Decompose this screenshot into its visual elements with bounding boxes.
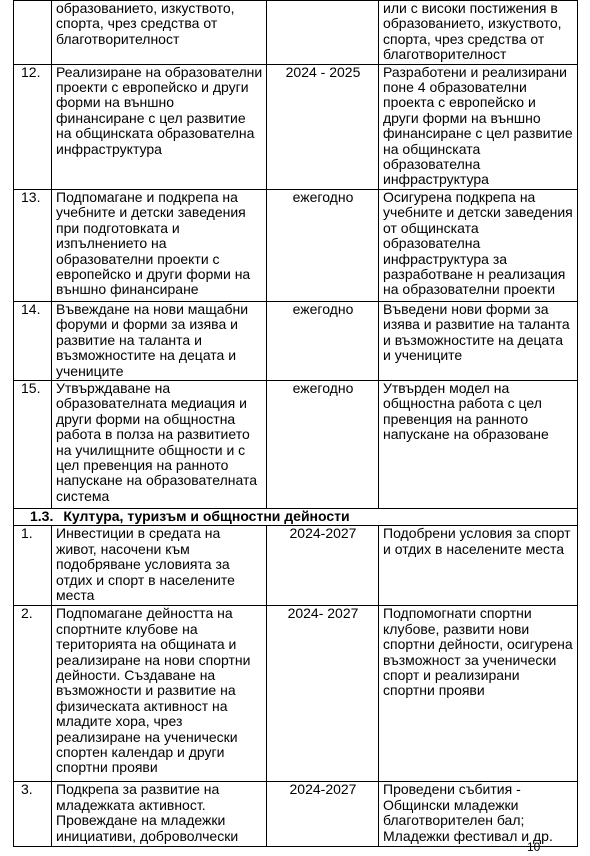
table-row xyxy=(14,189,578,301)
activity-cell: Подпомагане дейността на спортните клубове на територията на общината и реализиране на нови спортни дейности. Създаване на възможности и развитие на физическата активност на младите хора, чрез реализиране на ученически спортен календар и други спортни прояви xyxy=(52,606,267,782)
result-cell: Подобрени условия за спорт и отдих в населените места xyxy=(379,526,578,606)
result-cell: Осигурена подкрепа на учебните и детски заведения от общинската образователна инфраструктура за разработване н реализация на образователни проекти xyxy=(379,189,578,301)
table-row xyxy=(14,380,578,508)
section-number: 1.3. xyxy=(30,507,54,524)
activity-cell: Въвеждане на нови мащабни форуми и форми за изява и развитие на таланта и възможностите на децата и учениците xyxy=(52,301,267,380)
activity-cell: Инвестиции в средата на живот, насочени към подобряване условията за отдих и спорт в населените места xyxy=(52,526,267,606)
row-number: 2. xyxy=(14,606,52,782)
period-cell: 2024 - 2025 xyxy=(267,64,379,189)
activity-cell: Реализиране на образователни проекти с европейско и други форми на външно финансиране с цел развитие на общинската образователна инфраструктура xyxy=(52,64,267,189)
period-cell: ежегодно xyxy=(267,380,379,508)
activity-cell: Подкрепа за развитие на младежката активност. Провеждане на младежки инициативи, доброволчески xyxy=(52,782,267,847)
activity-cell: Утвърждаване на образователната медиация и други форми на общностна работа в полза на развитието на училищните общности и с цел превенция на ранното напускане на образователната система xyxy=(52,380,267,508)
row-number: 15. xyxy=(14,380,52,508)
period-cell: 2024-2027 xyxy=(267,782,379,847)
table-row xyxy=(14,301,578,380)
period-cell: ежегодно xyxy=(267,301,379,380)
period-cell: 2024-2027 xyxy=(267,526,379,606)
row-number: 1. xyxy=(14,526,52,606)
result-cell: Проведени събития - Общински младежки благотворителен бал; Младежки фестивал и др. xyxy=(379,782,578,847)
activity-cell: Подпомагане и подкрепа на учебните и детски заведения при подготовката и изпълнението на образователни проекти с европейско и други форми на външно финансиране xyxy=(52,189,267,301)
result-cell: или с високи постижения в образованието, изкуството, спорта, чрез средства от благотворителност xyxy=(379,1,578,65)
row-number: 14. xyxy=(14,301,52,380)
period-cell xyxy=(267,1,379,65)
result-cell: Разработени и реализирани поне 4 образователни проекта с европейско и други форми на външно финансиране с цел развитие на общинската образователна инфраструктура xyxy=(379,64,578,189)
section-heading xyxy=(14,508,578,525)
page-number: 10 xyxy=(527,840,541,854)
row-number: 3. xyxy=(14,782,52,847)
row-number: 12. xyxy=(14,64,52,189)
result-cell: Утвърден модел на общностна работа с цел превенция на ранното напускане на образоване xyxy=(379,380,578,508)
period-cell: ежегодно xyxy=(267,189,379,301)
section-heading-row xyxy=(14,508,578,525)
table-row xyxy=(14,782,578,847)
action-plan-table xyxy=(13,0,578,847)
activity-cell: образованието, изкуството, спорта, чрез средства от благотворителност xyxy=(52,1,267,65)
table-row xyxy=(14,64,578,189)
result-cell: Въведени нови форми за изява и развитие на таланта и възможностите на децата и учениците xyxy=(379,301,578,380)
result-cell: Подпомогнати спортни клубове, развити нови спортни дейности, осигурена възможност за ученически спорт и реализирани спортни прояви xyxy=(379,606,578,782)
period-cell: 2024- 2027 xyxy=(267,606,379,782)
row-number xyxy=(14,1,52,65)
table-row xyxy=(14,1,578,65)
row-number: 13. xyxy=(14,189,52,301)
table-row xyxy=(14,526,578,606)
table-row xyxy=(14,606,578,782)
section-title: Култура, туризъм и общностни дейности xyxy=(63,507,350,524)
